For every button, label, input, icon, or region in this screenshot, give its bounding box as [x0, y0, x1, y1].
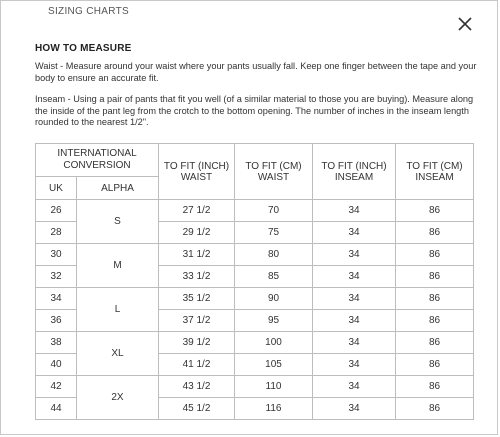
- table-row: [36, 244, 474, 266]
- cell-inseam-cm: 86: [396, 244, 474, 266]
- cell-waist-inch: 33 1/2: [159, 266, 235, 288]
- cell-inseam-inch: 34: [313, 376, 396, 398]
- cell-waist-inch: 43 1/2: [159, 376, 235, 398]
- header-uk: UK: [36, 177, 77, 200]
- cell-inseam-cm: 86: [396, 332, 474, 354]
- waist-instructions: Waist - Measure around your waist where your pants usually fall. Keep one finger between the tape and your body to ensure an accurate fit.: [35, 61, 477, 83]
- cell-waist-inch: 35 1/2: [159, 288, 235, 310]
- cell-uk: 40: [36, 354, 77, 376]
- cell-uk: 34: [36, 288, 77, 310]
- cell-inseam-inch: 34: [313, 222, 396, 244]
- cell-alpha: 2X: [77, 376, 159, 420]
- cell-waist-cm: 116: [235, 398, 313, 420]
- cell-waist-cm: 75: [235, 222, 313, 244]
- cell-inseam-cm: 86: [396, 376, 474, 398]
- table-row: [36, 332, 474, 354]
- cell-inseam-cm: 86: [396, 398, 474, 420]
- cell-uk: 38: [36, 332, 77, 354]
- cell-alpha: M: [77, 244, 159, 288]
- cell-inseam-inch: 34: [313, 288, 396, 310]
- cell-uk: 32: [36, 266, 77, 288]
- header-inseam-cm: TO FIT (CM) INSEAM: [396, 144, 474, 200]
- cell-inseam-cm: 86: [396, 310, 474, 332]
- cell-uk: 44: [36, 398, 77, 420]
- modal-title: SIZING CHARTS: [48, 6, 129, 17]
- table-row: [36, 376, 474, 398]
- cell-waist-inch: 37 1/2: [159, 310, 235, 332]
- header-intl-conversion: INTERNATIONAL CONVERSION: [36, 144, 159, 177]
- close-icon[interactable]: [456, 15, 474, 33]
- table-row: [36, 200, 474, 222]
- cell-waist-inch: 29 1/2: [159, 222, 235, 244]
- cell-uk: 36: [36, 310, 77, 332]
- cell-uk: 26: [36, 200, 77, 222]
- cell-inseam-cm: 86: [396, 266, 474, 288]
- cell-inseam-inch: 34: [313, 200, 396, 222]
- table-row: [36, 288, 474, 310]
- cell-uk: 30: [36, 244, 77, 266]
- header-alpha: ALPHA: [77, 177, 159, 200]
- cell-waist-cm: 85: [235, 266, 313, 288]
- cell-waist-cm: 100: [235, 332, 313, 354]
- cell-waist-inch: 31 1/2: [159, 244, 235, 266]
- cell-inseam-inch: 34: [313, 398, 396, 420]
- cell-inseam-cm: 86: [396, 354, 474, 376]
- cell-waist-inch: 27 1/2: [159, 200, 235, 222]
- cell-inseam-inch: 34: [313, 244, 396, 266]
- how-to-measure-heading: HOW TO MEASURE: [35, 43, 132, 54]
- cell-alpha: XL: [77, 332, 159, 376]
- cell-alpha: L: [77, 288, 159, 332]
- cell-inseam-cm: 86: [396, 200, 474, 222]
- cell-alpha: S: [77, 200, 159, 244]
- header-inseam-inch: TO FIT (INCH) INSEAM: [313, 144, 396, 200]
- cell-waist-inch: 39 1/2: [159, 332, 235, 354]
- header-waist-cm: TO FIT (CM) WAIST: [235, 144, 313, 200]
- cell-inseam-inch: 34: [313, 266, 396, 288]
- cell-waist-cm: 110: [235, 376, 313, 398]
- cell-inseam-inch: 34: [313, 310, 396, 332]
- sizing-table: [35, 143, 474, 420]
- cell-waist-inch: 41 1/2: [159, 354, 235, 376]
- cell-waist-cm: 80: [235, 244, 313, 266]
- cell-waist-cm: 105: [235, 354, 313, 376]
- cell-inseam-cm: 86: [396, 222, 474, 244]
- cell-uk: 42: [36, 376, 77, 398]
- cell-waist-inch: 45 1/2: [159, 398, 235, 420]
- cell-uk: 28: [36, 222, 77, 244]
- cell-waist-cm: 70: [235, 200, 313, 222]
- cell-waist-cm: 95: [235, 310, 313, 332]
- cell-inseam-inch: 34: [313, 354, 396, 376]
- inseam-instructions: Inseam - Using a pair of pants that fit you well (of a similar material to those you are buying). Measure along the inside of the pant leg from the crotch to the bottom opening. The number of inches in the inseam length rounded to the nearest 1/2".: [35, 94, 474, 127]
- cell-waist-cm: 90: [235, 288, 313, 310]
- cell-inseam-cm: 86: [396, 288, 474, 310]
- cell-inseam-inch: 34: [313, 332, 396, 354]
- header-waist-inch: TO FIT (INCH) WAIST: [159, 144, 235, 200]
